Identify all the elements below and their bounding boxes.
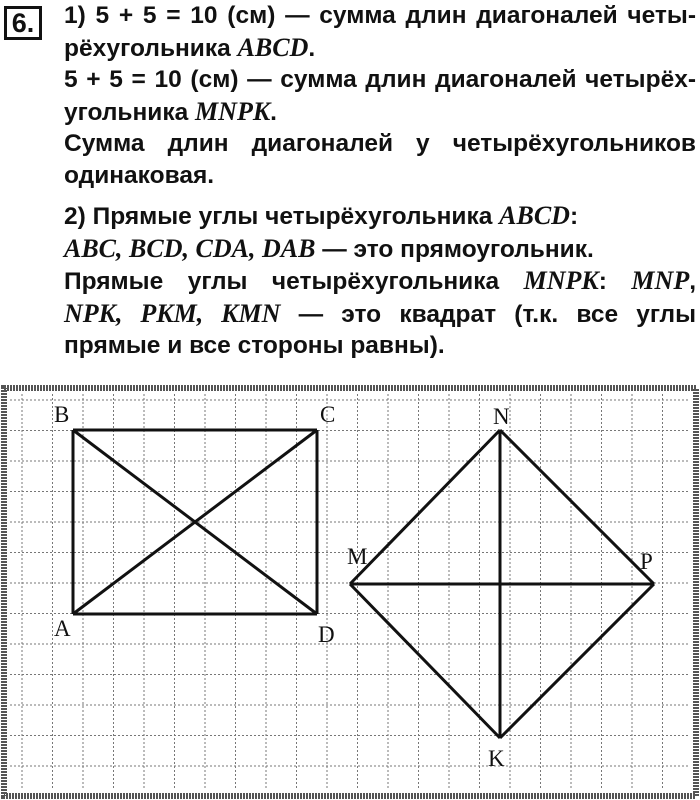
part1-line6: одинаковая.: [64, 161, 215, 189]
part2-line2: ABC, BCD, CDA, DAB — это прямоугольник.: [64, 233, 594, 263]
side-np: [500, 430, 654, 584]
side-km: [350, 584, 500, 738]
graph-paper-grid: [4, 388, 696, 796]
label-d: D: [318, 622, 335, 647]
part1-line1: 1) 5 + 5 = 10 (см) — сумма длин диагоналей четы-: [64, 2, 696, 29]
part2-line3: Прямые углы четырёхугольника MNPK: MNP,: [64, 266, 697, 295]
side-mn: [350, 430, 500, 584]
label-k: K: [488, 746, 505, 771]
geometry-figure: [0, 384, 700, 800]
part2-line1: 2) Прямые углы четырёхугольника ABCD:: [64, 201, 579, 230]
grid-frame: [4, 388, 696, 796]
label-a: A: [54, 616, 71, 641]
task-number: 6.: [4, 6, 42, 40]
part1-line3: 5 + 5 = 10 (см) — сумма длин диагоналей четырёх-: [64, 66, 696, 93]
label-c: C: [320, 402, 336, 427]
label-p: P: [640, 549, 653, 574]
part2-line5: прямые и все стороны равны).: [64, 332, 445, 359]
part1-line5: Сумма длин диагоналей у четырёхугольников: [64, 130, 696, 157]
rectangle-abcd: [73, 430, 317, 614]
solution-text: [64, 0, 696, 362]
label-b: B: [54, 402, 70, 427]
side-pk: [500, 584, 654, 738]
part1-line2: рёхугольника ABCD.: [64, 32, 316, 62]
label-m: M: [347, 544, 368, 569]
part2-line4: NPK, PKM, KMN — это квадрат (т.к. все углы: [64, 298, 697, 328]
square-mnpk: [350, 430, 654, 738]
part1-line4: угольника MNPK.: [64, 96, 277, 126]
label-n: N: [493, 404, 510, 429]
